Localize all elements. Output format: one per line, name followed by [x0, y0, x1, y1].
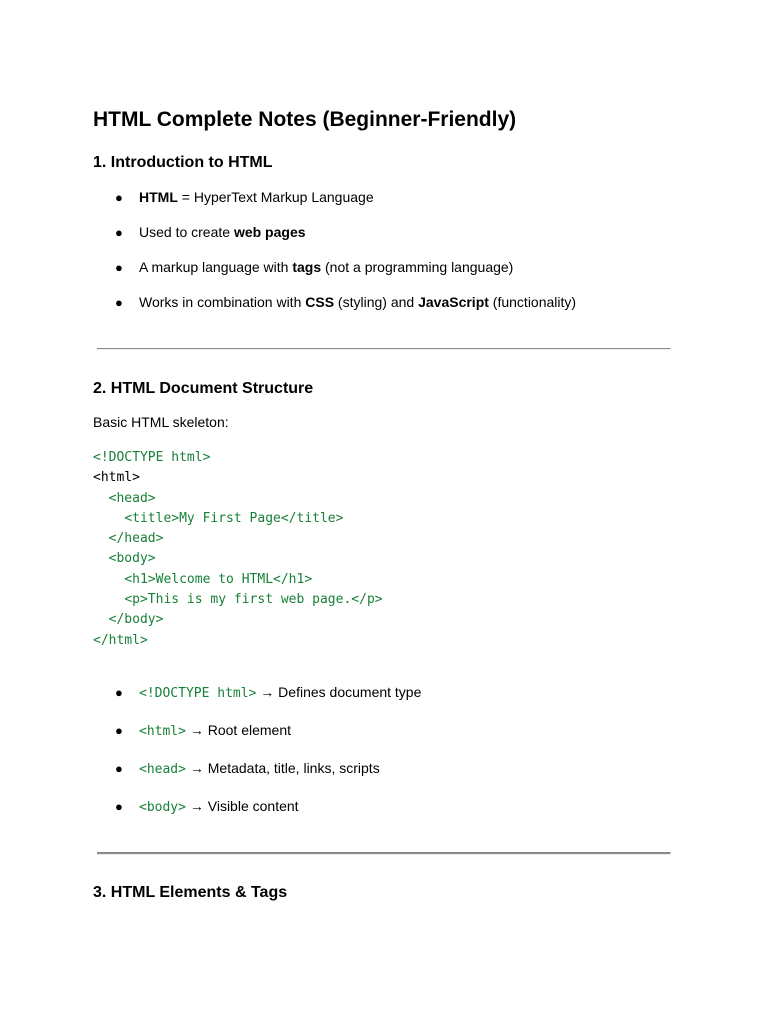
list-item-text: → Visible content: [185, 798, 299, 814]
page-title: HTML Complete Notes (Beginner-Friendly): [93, 108, 517, 131]
code-text: <p>This is my first web page.</p>: [124, 592, 383, 608]
bold-term: tags: [292, 259, 322, 275]
list-item-text: Works in combination with: [139, 294, 306, 310]
list-item-text: → Metadata, title, links, scripts: [185, 760, 380, 776]
skeleton-intro-text: Basic HTML skeleton:: [93, 414, 229, 430]
bold-term: JavaScript: [418, 294, 489, 310]
section-heading-document-structure: 2. HTML Document Structure: [93, 380, 314, 397]
list-item: [115, 223, 306, 242]
bullet-icon: ●: [115, 799, 123, 814]
list-item-text: A markup language with: [139, 259, 293, 275]
list-item: [115, 188, 374, 207]
list-item-text: Used to create: [139, 224, 234, 240]
inline-code: <!DOCTYPE html>: [139, 686, 257, 701]
code-line: [93, 549, 383, 569]
bullet-icon: ●: [115, 225, 123, 240]
code-text: </html>: [93, 632, 148, 648]
code-line: [93, 468, 383, 488]
code-line: [93, 529, 383, 549]
bullet-icon: ●: [115, 685, 123, 700]
code-line: [93, 631, 383, 651]
list-item: [115, 258, 513, 277]
inline-code: <body>: [139, 800, 186, 815]
list-item-text: (not a programming language): [321, 259, 514, 275]
code-text: <html>: [93, 470, 140, 486]
inline-code: <head>: [139, 762, 186, 777]
code-text: <head>: [108, 490, 156, 506]
bold-term: CSS: [305, 294, 335, 310]
code-line: [93, 590, 383, 610]
list-item: [115, 759, 380, 779]
list-item: [115, 683, 421, 703]
code-line: [93, 610, 383, 630]
code-line: [93, 509, 383, 529]
list-item-text: → Root element: [185, 722, 292, 738]
code-text: </body>: [108, 612, 164, 628]
list-item: [115, 293, 576, 312]
code-text: <h1>Welcome to HTML</h1>: [124, 571, 313, 587]
code-text: <title>My First Page</title>: [124, 510, 344, 526]
bold-term: HTML: [139, 189, 178, 205]
code-line: [93, 570, 383, 590]
code-text: <body>: [108, 551, 156, 567]
section-divider: [97, 852, 671, 855]
bullet-icon: ●: [115, 723, 123, 738]
list-item-text: → Defines document type: [256, 684, 422, 700]
code-line: [93, 448, 383, 468]
section-heading-introduction: 1. Introduction to HTML: [93, 154, 273, 171]
code-line: [93, 489, 383, 509]
section-heading-elements-tags: 3. HTML Elements & Tags: [93, 884, 288, 901]
bullet-icon: ●: [115, 295, 123, 310]
bullet-icon: ●: [115, 761, 123, 776]
bold-term: web pages: [233, 224, 306, 240]
code-text: <!DOCTYPE html>: [93, 450, 211, 465]
list-item-text: (styling) and: [334, 294, 419, 310]
list-item: [115, 797, 299, 817]
bullet-icon: ●: [115, 190, 123, 205]
code-text: </head>: [108, 531, 164, 547]
html-skeleton-code-block: [93, 448, 383, 651]
list-item: [115, 721, 291, 741]
inline-code: <html>: [139, 724, 186, 739]
list-item-text: (functionality): [488, 294, 577, 310]
section-divider: [97, 348, 671, 350]
bullet-icon: ●: [115, 260, 123, 275]
list-item-text: = HyperText Markup Language: [177, 189, 374, 205]
